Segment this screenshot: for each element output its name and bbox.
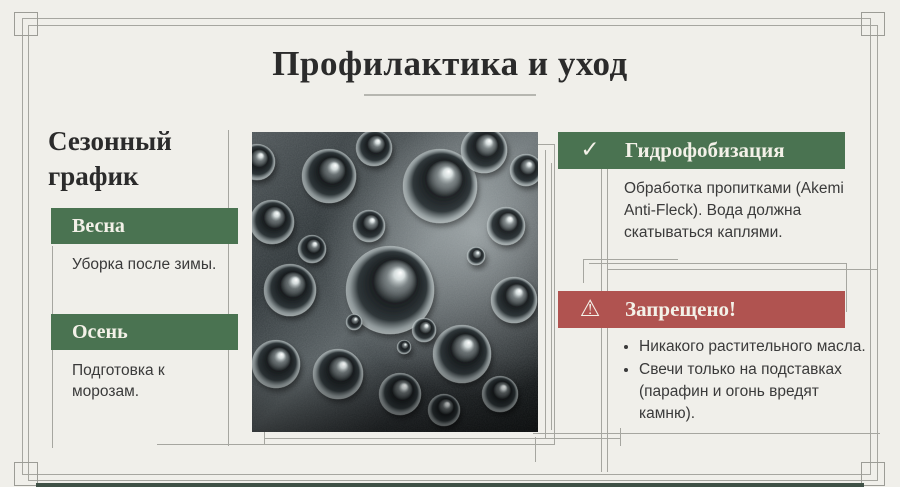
stone-water-drops-photo bbox=[252, 132, 538, 432]
decor-line bbox=[535, 437, 536, 462]
season-text-spring: Уборка после зимы. bbox=[72, 256, 217, 273]
decor-line bbox=[589, 263, 846, 264]
check-icon: ✓ bbox=[580, 137, 600, 163]
decor-line bbox=[551, 163, 552, 430]
title-underline bbox=[364, 94, 536, 96]
decor-line bbox=[620, 428, 621, 446]
season-label-text: Осень bbox=[72, 320, 128, 343]
hydrophobization-text: Обработка пропитками (Akemi Anti-Fleck). Вода должна скатываться каплями. bbox=[624, 180, 844, 241]
decor-line bbox=[583, 259, 584, 283]
decor-line bbox=[265, 438, 620, 439]
list-item: • Никакого растительного масла. bbox=[639, 336, 871, 358]
warning-icon: ⚠ bbox=[579, 296, 601, 322]
decor-line bbox=[583, 259, 678, 260]
frame-corner bbox=[14, 12, 38, 36]
hydrophobization-title: Гидрофобизация bbox=[625, 138, 785, 162]
frame-corner bbox=[861, 462, 885, 486]
page-title: Профилактика и уход bbox=[272, 44, 628, 83]
left-panel-heading: Сезонный график bbox=[48, 126, 172, 191]
frame-corner bbox=[861, 12, 885, 36]
forbidden-title: Запрещено! bbox=[625, 297, 737, 321]
decor-line bbox=[846, 263, 847, 312]
decor-line bbox=[607, 269, 877, 270]
season-label-text: Весна bbox=[72, 214, 125, 237]
decor-line bbox=[157, 444, 545, 445]
bottom-accent-strip bbox=[36, 483, 864, 487]
decor-line bbox=[533, 433, 880, 434]
frame-corner bbox=[14, 462, 38, 486]
season-label-autumn bbox=[51, 314, 238, 350]
forbidden-list bbox=[622, 336, 871, 426]
decor-line bbox=[545, 150, 546, 438]
hydrophobization-header bbox=[558, 132, 845, 169]
list-item: • Свечи только на подставках (парафин и огонь вредят камню). bbox=[639, 359, 871, 425]
season-text-autumn: Подготовка к морозам. bbox=[72, 362, 165, 400]
forbidden-header bbox=[558, 291, 845, 328]
season-label-spring bbox=[51, 208, 238, 244]
